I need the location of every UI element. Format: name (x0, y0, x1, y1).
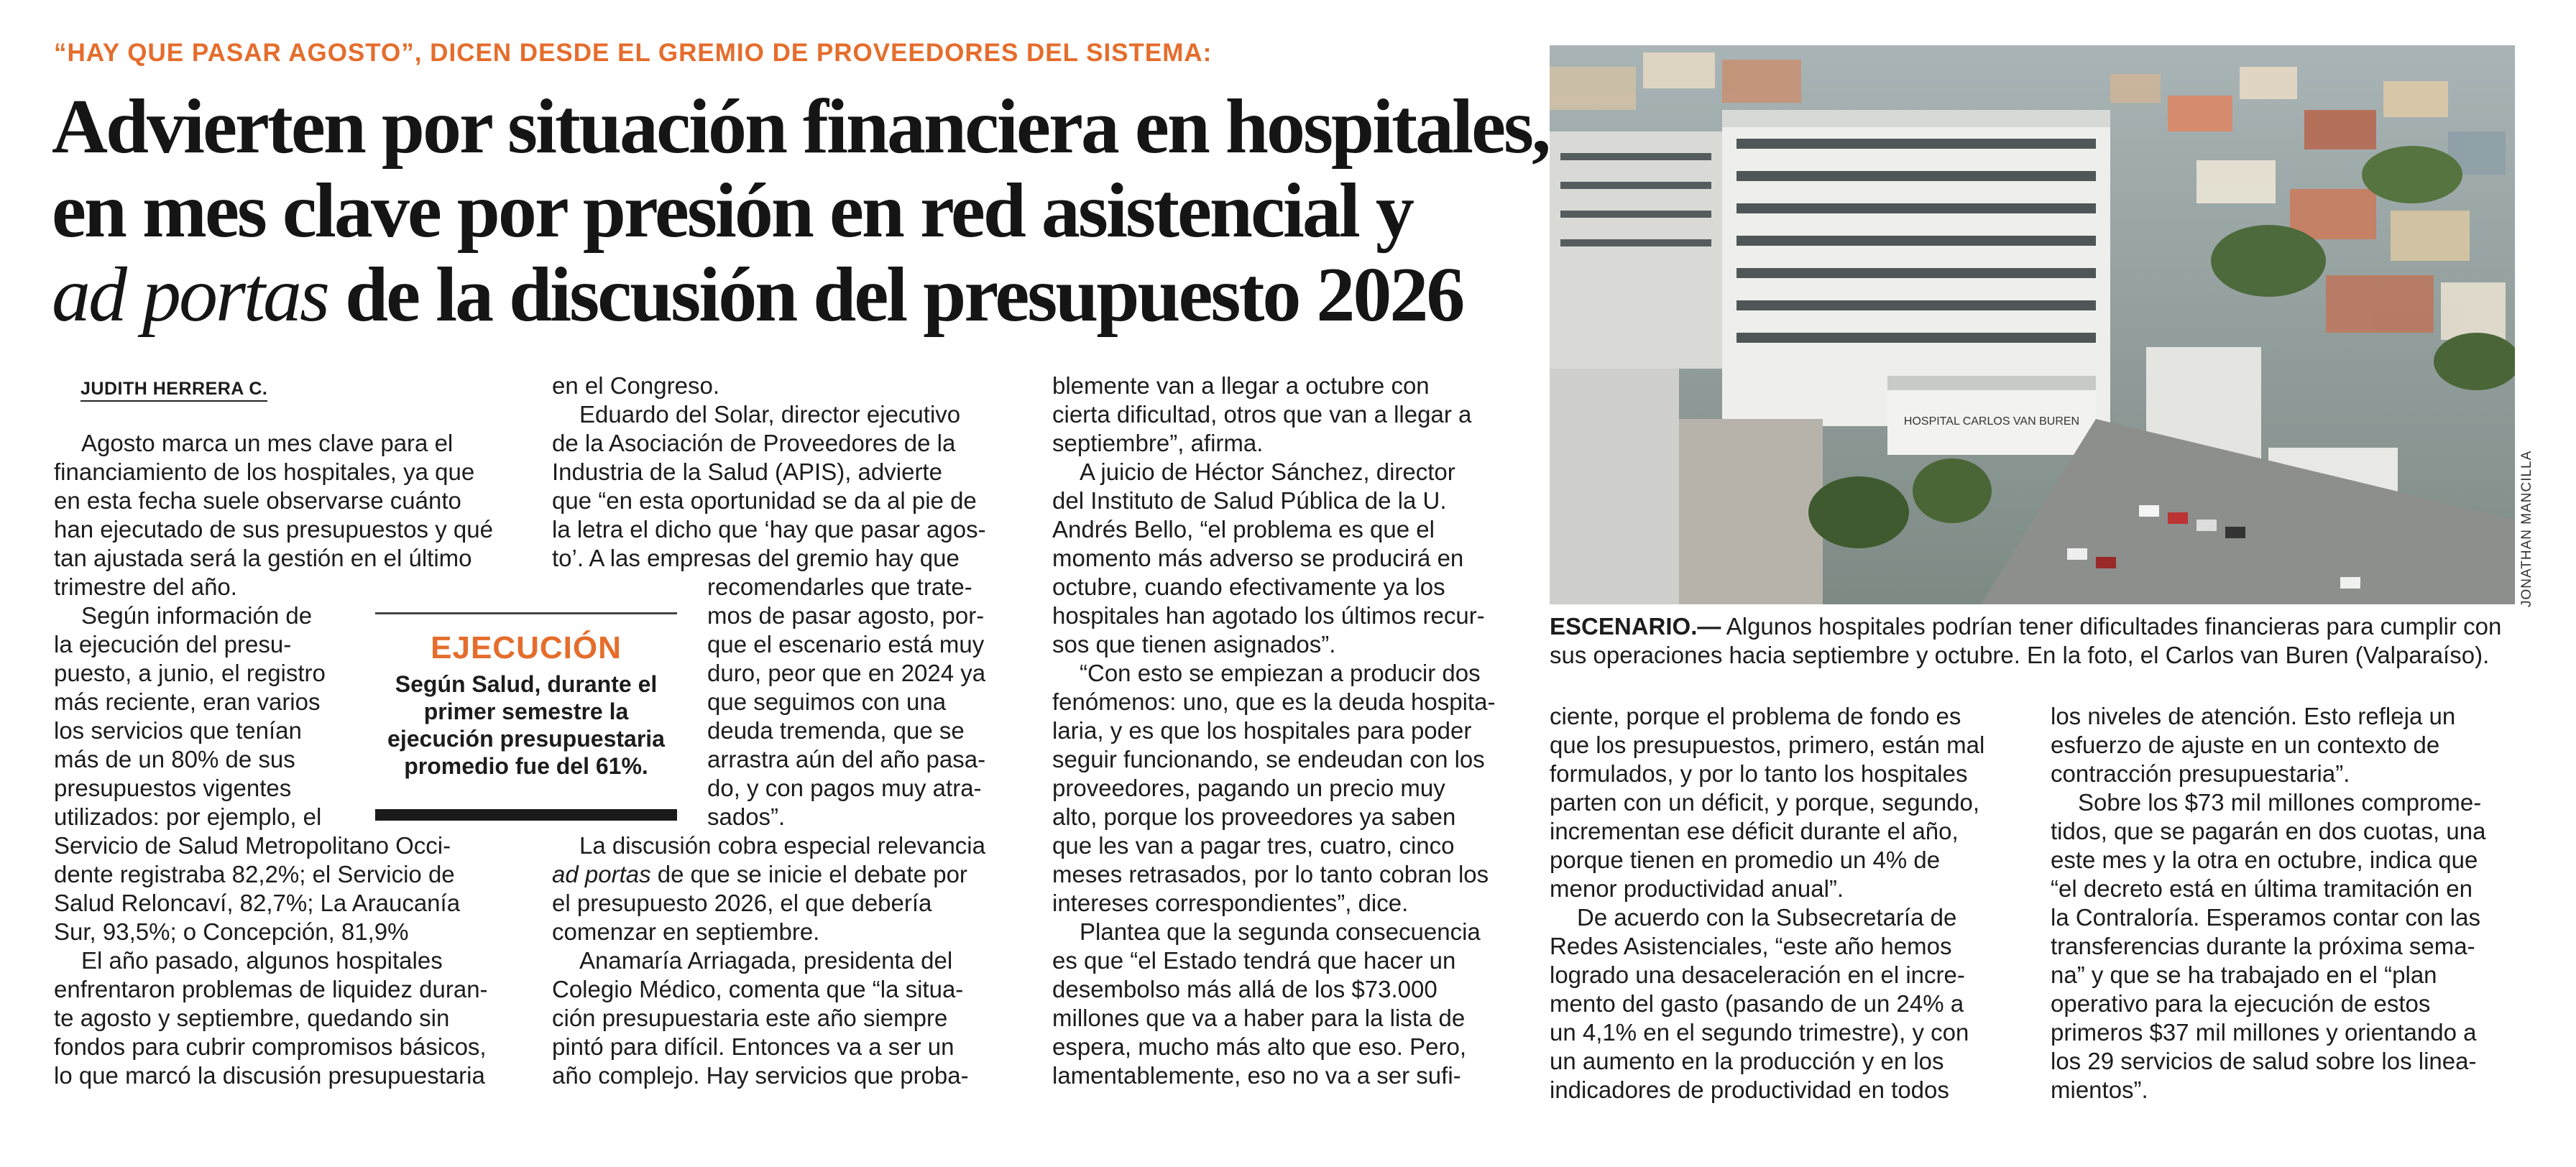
paragraph (1550, 702, 2017, 903)
text-line: Servicio de Salud Metropolitano Occi- (54, 832, 451, 859)
text-line: tidos, que se pagarán en dos cuotas, una (2051, 818, 2486, 844)
text-line: to’. A las empresas del gremio hay que (552, 545, 960, 571)
text-line: Anamaría Arriagada, presidenta del (579, 947, 953, 974)
article-column-5 (2051, 702, 2518, 1104)
text-line: dente registraba 82,2%; el Servicio de (54, 861, 455, 887)
text-line: en el Congreso. (552, 372, 719, 399)
text-line: en esta fecha suele observarse cuánto (54, 487, 461, 514)
text-line: que les van a pagar tres, cuatro, cinco (1052, 832, 1455, 859)
sidebar-line: ejecución presupuestaria (387, 726, 665, 752)
text-line: proveedores, pagando un precio muy (1052, 775, 1445, 801)
kicker: “HAY QUE PASAR AGOSTO”, DICEN DESDE EL GREMIO DE PROVEEDORES DEL SISTEMA: (54, 39, 1213, 67)
text-line: alto, porque los proveedores ya saben (1052, 803, 1456, 830)
paragraph (552, 831, 1012, 946)
sidebar-line: Según Salud, durante el (395, 671, 658, 697)
text-line: De acuerdo con la Subsecretaría de (1577, 904, 1957, 931)
text-line: “Con esto se empiezan a producir dos (1080, 660, 1481, 686)
text-line: contracción presupuestaria”. (2051, 760, 2350, 787)
text-line (552, 860, 1012, 889)
paragraph (2051, 702, 2518, 788)
hospital-sign: HOSPITAL CARLOS VAN BUREN (1903, 415, 2080, 428)
text-line: Sur, 93,5%; o Concepción, 81,9% (54, 918, 409, 945)
text-line: menor productividad anual”. (1550, 875, 1844, 902)
text-line: primeros $37 mil millones y orientando a (2051, 1019, 2477, 1046)
sidebar-line: promedio fue del 61%. (404, 753, 648, 779)
text-line: Sobre los $73 mil millones comprome- (2078, 789, 2482, 816)
text-line: millones que va a haber para la lista de (1052, 1005, 1466, 1031)
text-line: deuda tremenda, que se (707, 717, 965, 744)
text-line: la letra el dicho que ‘hay que pasar agos- (552, 516, 986, 543)
text-line: sos que tienen asignados”. (1052, 631, 1336, 658)
text-lines (552, 889, 1012, 946)
paragraph (552, 946, 1012, 1090)
text-line: trimestre del año. (54, 573, 237, 600)
text-line: enfrentaron problemas de liquidez duran- (54, 976, 488, 1002)
text-line: han ejecutado de sus presupuestos y qué (54, 516, 493, 543)
text-line: laria, y es que los hospitales para poder (1052, 717, 1472, 744)
text-line: blemente van a llegar a octubre con (1052, 372, 1430, 399)
text-line: ciente, porque el problema de fondo es (1550, 703, 1961, 729)
text-line: “el decreto está en última tramitación en (2051, 875, 2472, 902)
text-line: más de un 80% de sus (54, 746, 295, 772)
text-line: Redes Asistenciales, “este año hemos (1550, 933, 1952, 959)
text-line: la ejecución del presu- (54, 631, 292, 658)
text-line: Agosto marca un mes clave para el (81, 430, 454, 456)
text-line: El año pasado, algunos hospitales (81, 947, 443, 974)
text-line: mientos”. (2051, 1076, 2148, 1103)
paragraph (1052, 458, 1519, 659)
text-line: operativo para la ejecución de estos (2051, 990, 2431, 1017)
paragraph (552, 400, 1012, 573)
headline-line-1: Advierten por situación financiera en hospitales, (52, 84, 1550, 170)
text-line: Eduardo del Solar, director ejecutivo (579, 401, 961, 428)
text-line: te agosto y septiembre, quedando sin (54, 1005, 450, 1031)
text-line: un aumento en la producción y en los (1550, 1048, 1944, 1074)
text-fragment: de que se inicie el debate por (650, 861, 967, 887)
text-line: es que “el Estado tendrá que hacer un (1052, 947, 1456, 974)
paragraph (54, 946, 514, 1090)
text-line: duro, peor que en 2024 ya (707, 660, 986, 686)
hospital-photo-illustration (1550, 45, 2515, 604)
text-line: financiamiento de los hospitales, ya que (54, 458, 475, 485)
text-line: comenzar en septiembre. (552, 918, 820, 945)
text-line: los niveles de atención. Esto refleja un (2051, 703, 2456, 729)
text-line: año complejo. Hay servicios que proba- (552, 1062, 969, 1089)
text-line: arrastra aún del año pasa- (707, 746, 986, 772)
sidebar-rule (375, 809, 677, 821)
caption-text: Algunos hospitales podrían tener dificultades financieras para cumplir con (1721, 613, 2502, 640)
text-line: ción presupuestaria este año siempre (552, 1005, 948, 1031)
headline-line-2: en mes clave por presión en red asistencial y (52, 168, 1412, 254)
text-line: intereses correspondientes”, dice. (1052, 890, 1409, 916)
text-line: Plantea que la segunda consecuencia (1080, 918, 1481, 945)
paragraph (552, 372, 1012, 400)
text-line: momento más adverso se producirá en (1052, 545, 1464, 571)
text-line: do, y con pagos muy atra- (707, 775, 982, 801)
text-line: transferencias durante la próxima sema- (2051, 933, 2475, 959)
text-line: que el escenario está muy (707, 631, 985, 658)
text-line: Según información de (81, 602, 313, 629)
text-line: esfuerzo de ajuste en un contexto de (2051, 732, 2440, 758)
article-column-3 (1052, 372, 1519, 1090)
sidebar-text (375, 670, 677, 780)
text-line: utilizados: por ejemplo, el (54, 803, 322, 830)
paragraph (1052, 659, 1519, 918)
text-line: fondos para cubrir compromisos básicos, (54, 1033, 487, 1060)
text-line: septiembre”, afirma. (1052, 430, 1264, 456)
paragraph (1052, 372, 1519, 458)
text-line: Industria de la Salud (APIS), advierte (552, 458, 942, 485)
text-line: la Contraloría. Esperamos contar con las (2051, 904, 2480, 931)
byline: JUDITH HERRERA C. (80, 378, 267, 402)
headline-line-3 (52, 253, 1518, 337)
text-line: porque tienen en promedio un 4% de (1550, 847, 1941, 873)
text-line: incrementan ese déficit durante el año, (1550, 818, 1959, 844)
photo-caption (1550, 612, 2527, 670)
text-line: meses retrasados, por lo tanto cobran los (1052, 861, 1489, 887)
text-line: más reciente, eran varios (54, 688, 321, 715)
text-line: fenómenos: uno, que es la deuda hospita- (1052, 688, 1496, 715)
paragraph (54, 429, 514, 601)
text-line: lo que marcó la discusión presupuestaria (54, 1062, 485, 1089)
sidebar-title: EJECUCIÓN (431, 630, 622, 665)
sidebar-line: primer semestre la (423, 698, 629, 724)
text-line: parten con un déficit, y porque, segundo, (1550, 789, 1980, 816)
caption-line (1550, 612, 2527, 641)
text-line: los servicios que tenían (54, 717, 302, 744)
headline-line-3-rest: de la discusión del presupuesto 2026 (328, 252, 1463, 338)
text-line: seguir funcionando, se endeudan con los (1052, 746, 1485, 772)
text-line: indicadores de productividad en todos (1550, 1076, 1949, 1103)
text-line: na” y que se ha trabajado en el “plan (2051, 961, 2437, 988)
caption-lead: ESCENARIO.— (1550, 613, 1721, 640)
text-line: los 29 servicios de salud sobre los linea- (2051, 1048, 2477, 1074)
text-line: puesto, a junio, el registro (54, 660, 326, 686)
text-line: este mes y la otra en octubre, indica que (2051, 847, 2478, 873)
text-line: Colegio Médico, comenta que “la situa- (552, 976, 964, 1002)
text-line: cierta dificultad, otros que van a llegar a (1052, 401, 1472, 428)
text-line: del Instituto de Salud Pública de la U. (1052, 487, 1447, 514)
text-line: hospitales han agotado los últimos recur- (1052, 602, 1485, 629)
text-line: un 4,1% en el segundo trimestre), y con (1550, 1019, 1969, 1046)
headline-italic: ad portas (52, 252, 328, 338)
sidebar-box (375, 612, 677, 821)
text-line: que seguimos con una (707, 688, 947, 715)
text-line: desembolso más allá de los $73.000 (1052, 976, 1438, 1002)
text-line: de la Asociación de Proveedores de la (552, 430, 956, 456)
paragraph (2051, 788, 2518, 1104)
text-line: Salud Reloncaví, 82,7%; La Araucanía (54, 890, 461, 916)
text-line: tan ajustada será la gestión en el último (54, 545, 472, 571)
text-line: lamentablemente, eso no va a ser sufi- (1052, 1062, 1461, 1089)
paragraph (1550, 903, 2017, 1104)
text-line: presupuestos vigentes (54, 775, 292, 801)
text-line: La discusión cobra especial relevancia (579, 832, 985, 859)
caption-line: sus operaciones hacia septiembre y octubre. En la foto, el Carlos van Buren (Valparaíso). (1550, 642, 2490, 668)
article-column-4 (1550, 702, 2017, 1104)
text-line: espera, mucho más alto que eso. Pero, (1052, 1033, 1466, 1060)
text-line: mento del gasto (pasando de un 24% a (1550, 990, 1964, 1017)
text-line: octubre, cuando efectivamente ya los (1052, 573, 1445, 600)
text-line: pintó para difícil. Entonces va a ser un (552, 1033, 954, 1060)
paragraph (1052, 918, 1519, 1090)
text-line: que los presupuestos, primero, están mal (1550, 732, 1985, 758)
text-line: Andrés Bello, “el problema es que el (1052, 516, 1435, 543)
italic-phrase: ad portas (552, 861, 651, 887)
text-line: mos de pasar agosto, por- (707, 602, 985, 629)
text-line: logrado una desaceleración en el incre- (1550, 961, 1965, 988)
text-line: A juicio de Héctor Sánchez, director (1080, 458, 1455, 485)
hospital-photo (1550, 45, 2515, 604)
text-line: recomendarles que trate- (707, 573, 972, 600)
photo-credit-text: JONATHAN MANCILLA (2519, 450, 2534, 607)
headline (52, 84, 1550, 338)
text-line: sados”. (707, 803, 786, 830)
text-line: que “en esta oportunidad se da al pie de (552, 487, 977, 514)
text-line: el presupuesto 2026, el que debería (552, 890, 932, 916)
text-line: formulados, y por lo tanto los hospitales (1550, 760, 1968, 787)
